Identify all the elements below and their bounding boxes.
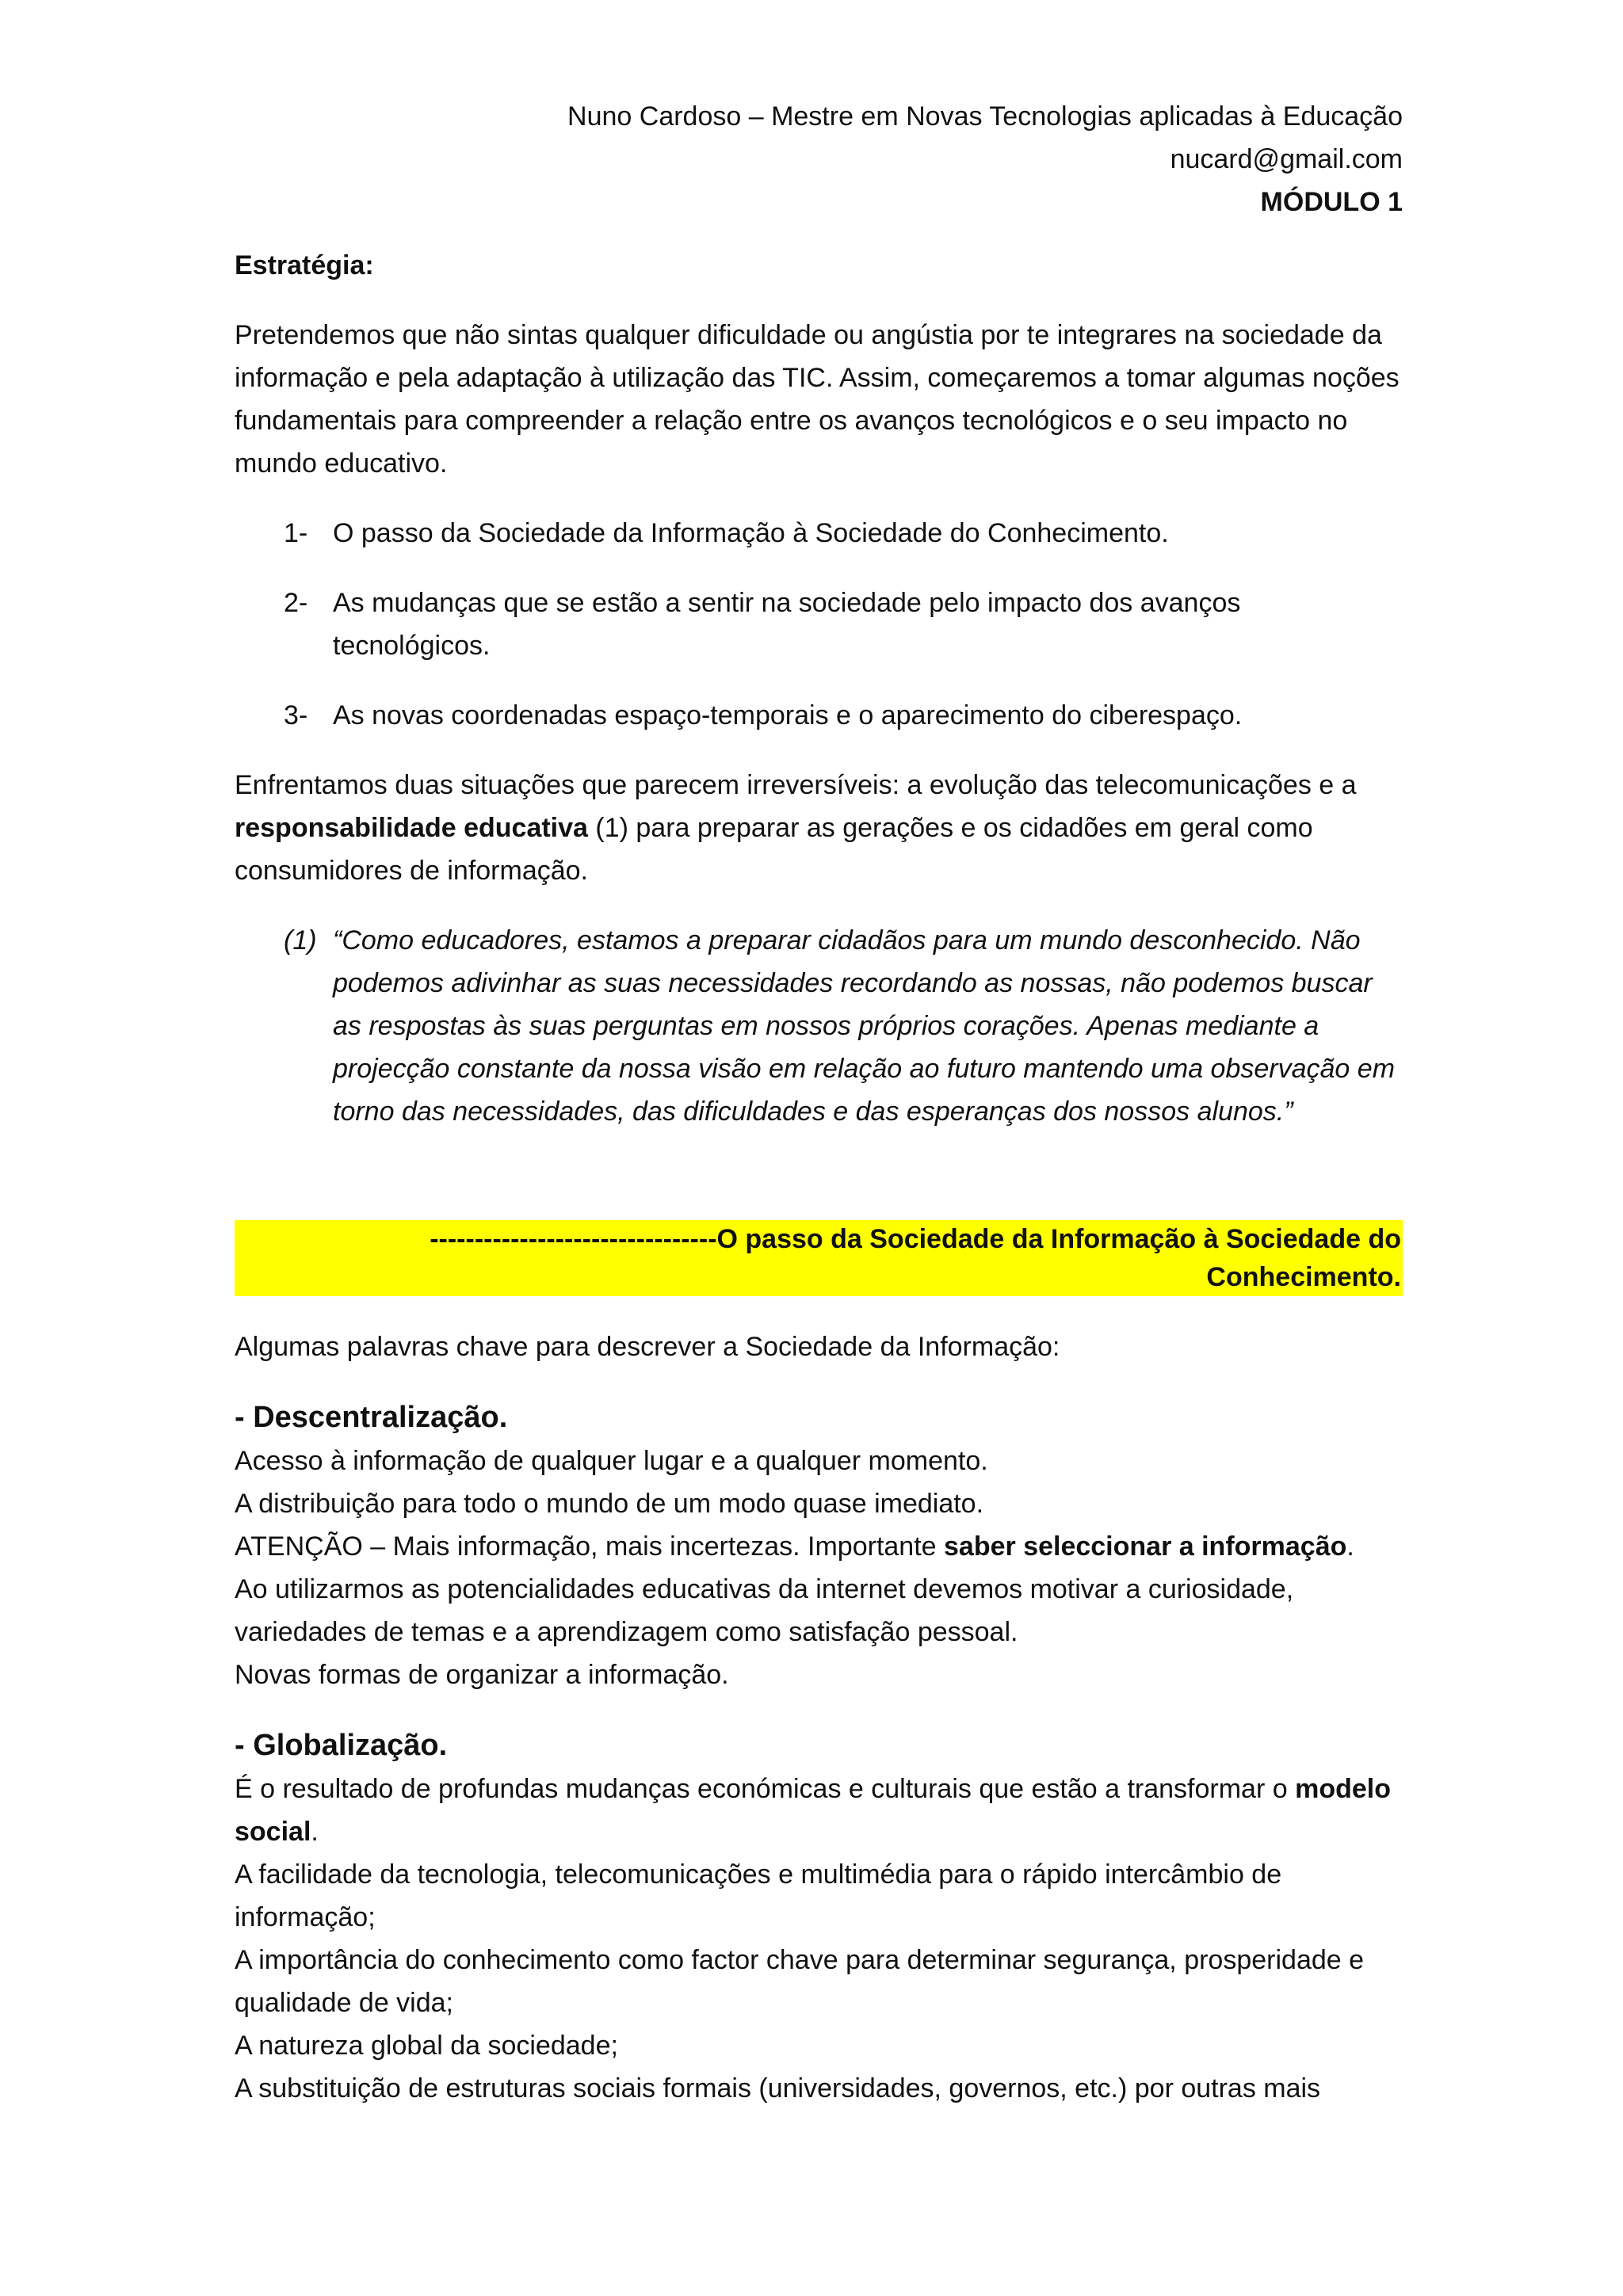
list-number: 2- — [284, 588, 308, 618]
decentralization-title: - Descentralização. — [235, 1401, 508, 1434]
text-line: Novas formas de organizar a informação. — [235, 1660, 729, 1690]
author-line: Nuno Cardoso – Mestre em Novas Tecnologias aplicadas à Educação — [567, 101, 1403, 132]
page-content — [235, 95, 1403, 2137]
globalization-block — [235, 1723, 1403, 2110]
text-line — [235, 1768, 1403, 1853]
text-line: Acesso à informação de qualquer lugar e a qualquer momento. — [235, 1446, 988, 1476]
module-title: MÓDULO 1 — [1260, 187, 1403, 217]
text-line: A natureza global da sociedade; — [235, 2031, 618, 2061]
list-item-3 — [235, 694, 1403, 737]
globalization-title: - Globalização. — [235, 1729, 448, 1762]
list-text: O passo da Sociedade da Informação à Sociedade do Conhecimento. — [333, 518, 1169, 548]
footnote-quote — [235, 919, 1403, 1133]
section-banner — [235, 1220, 1403, 1299]
bold-term: saber seleccionar a informação — [944, 1531, 1347, 1562]
highlighted-section-title: --------------------------------O passo da Sociedade da Informação à Sociedade do Conhecimento. — [235, 1220, 1403, 1296]
line-text: . — [1346, 1531, 1354, 1562]
text-line: A facilidade da tecnologia, telecomunicações e multimédia para o rápido intercâmbio de informação; — [235, 1859, 1282, 1932]
text-line: A distribuição para todo o mundo de um modo quase imediato. — [235, 1489, 984, 1519]
line-text: É o resultado de profundas mudanças económicas e culturais que estão a transformar o — [235, 1774, 1296, 1804]
text-line: A importância do conhecimento como factor chave para determinar segurança, prosperidade e qualidade de vida; — [235, 1945, 1365, 2018]
list-text: As mudanças que se estão a sentir na sociedade pelo impacto dos avanços tecnológicos. — [333, 588, 1241, 661]
quote-text: “Como educadores, estamos a preparar cidadãos para um mundo desconhecido. Não podemos adivinhar as suas necessidades recordando as nossas, não podemos buscar as respostas às suas perguntas em nossos próprios corações. Apenas mediante a projecção constante da nossa visão em relação ao futuro mantendo uma observação em torno das necessidades, das dificuldades e das esperanças dos nossos alunos.” — [333, 925, 1396, 1127]
list-item-1 — [235, 512, 1403, 555]
list-text: As novas coordenadas espaço-temporais e o aparecimento do ciberespaço. — [333, 700, 1243, 730]
list-number: 3- — [284, 700, 308, 730]
decentralization-block — [235, 1395, 1403, 1696]
keywords-intro: Algumas palavras chave para descrever a Sociedade da Informação: — [235, 1332, 1060, 1362]
responsibility-paragraph — [235, 764, 1403, 892]
text-line: Ao utilizarmos as potencialidades educativas da internet devemos motivar a curiosidade, variedades de temas e a aprendizagem como satisfação pessoal. — [235, 1574, 1294, 1647]
text-line — [235, 1525, 1403, 1568]
paragraph-text: Enfrentamos duas situações que parecem irreversíveis: a evolução das telecomunicações e a — [235, 770, 1357, 800]
text-line: A substituição de estruturas sociais formais (universidades, governos, etc.) por outras mais — [235, 2073, 1321, 2103]
paragraph-text: (1) para preparar as gerações e os cidadões em geral como consumidores de informação. — [235, 813, 1313, 886]
strategy-heading: Estratégia: — [235, 250, 374, 280]
list-item-2 — [235, 582, 1403, 667]
strategy-intro: Pretendemos que não sintas qualquer dificuldade ou angústia por te integrares na sociedade da informação e pela adaptação à utilização das TIC. Assim, começaremos a tomar algumas noções fundamentais para compreender a relação entre os avanços tecnológicos e o seu impacto no mundo educativo. — [235, 320, 1400, 479]
line-text: ATENÇÃO – Mais informação, mais incertezas. Importante — [235, 1531, 945, 1562]
line-text: . — [311, 1817, 319, 1847]
bold-term: responsabilidade educativa — [235, 813, 588, 843]
bold-term: modelo social — [235, 1774, 1391, 1847]
list-number: 1- — [284, 518, 308, 548]
footnote-number: (1) — [284, 925, 317, 955]
author-email: nucard@gmail.com — [1170, 144, 1403, 174]
